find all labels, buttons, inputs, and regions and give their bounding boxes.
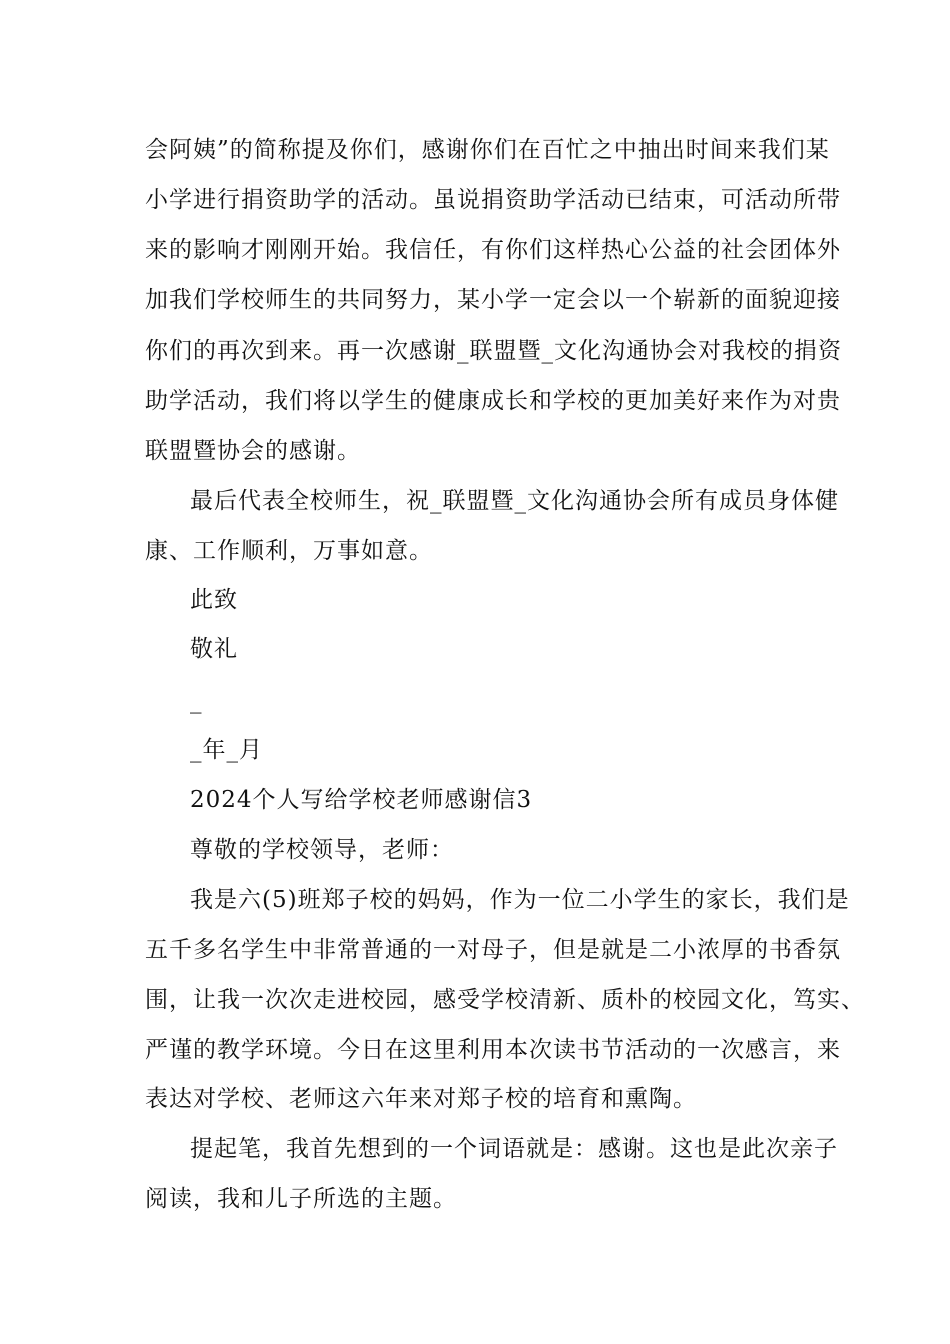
paragraph-line: 最后代表全校师生，祝_联盟暨_文化沟通协会所有成员身体健: [190, 488, 839, 514]
salutation: 尊敬的学校领导，老师：: [190, 837, 454, 863]
paragraph-line: 阅读，我和儿子所选的主题。: [145, 1186, 457, 1212]
signature-line: _: [190, 688, 203, 714]
date-line: _年_月: [190, 737, 263, 763]
paragraph-line: 小学进行捐资助学的活动。虽说捐资助学活动已结束，可活动所带: [145, 187, 841, 213]
closing-line: 此致: [190, 587, 238, 613]
letter-title: 2024个人写给学校老师感谢信3: [190, 787, 533, 813]
paragraph-line: 我是六(5)班郑子校的妈妈，作为一位二小学生的家长，我们是: [190, 887, 850, 913]
paragraph-line: 联盟暨协会的感谢。: [145, 438, 361, 464]
paragraph-line: 你们的再次到来。再一次感谢_联盟暨_文化沟通协会对我校的捐资: [145, 338, 842, 364]
paragraph-line: 表达对学校、老师这六年来对郑子校的培育和熏陶。: [145, 1086, 697, 1112]
paragraph-line: 来的影响才刚刚开始。我信任，有你们这样热心公益的社会团体外: [145, 237, 841, 263]
paragraph-line: 会阿姨”的简称提及你们，感谢你们在百忙之中抽出时间来我们某: [145, 137, 830, 163]
closing-line: 敬礼: [190, 636, 238, 662]
paragraph-line: 康、工作顺利，万事如意。: [145, 538, 433, 564]
paragraph-line: 助学活动，我们将以学生的健康成长和学校的更加美好来作为对贵: [145, 388, 841, 414]
paragraph-line: 提起笔，我首先想到的一个词语就是：感谢。这也是此次亲子: [190, 1136, 838, 1162]
paragraph-line: 围，让我一次次走进校园，感受学校清新、质朴的校园文化，笃实、: [145, 987, 865, 1013]
paragraph-line: 加我们学校师生的共同努力，某小学一定会以一个崭新的面貌迎接: [145, 287, 841, 313]
paragraph-line: 五千多名学生中非常普通的一对母子，但是就是二小浓厚的书香氛: [145, 937, 841, 963]
paragraph-line: 严谨的教学环境。今日在这里利用本次读书节活动的一次感言，来: [145, 1037, 841, 1063]
